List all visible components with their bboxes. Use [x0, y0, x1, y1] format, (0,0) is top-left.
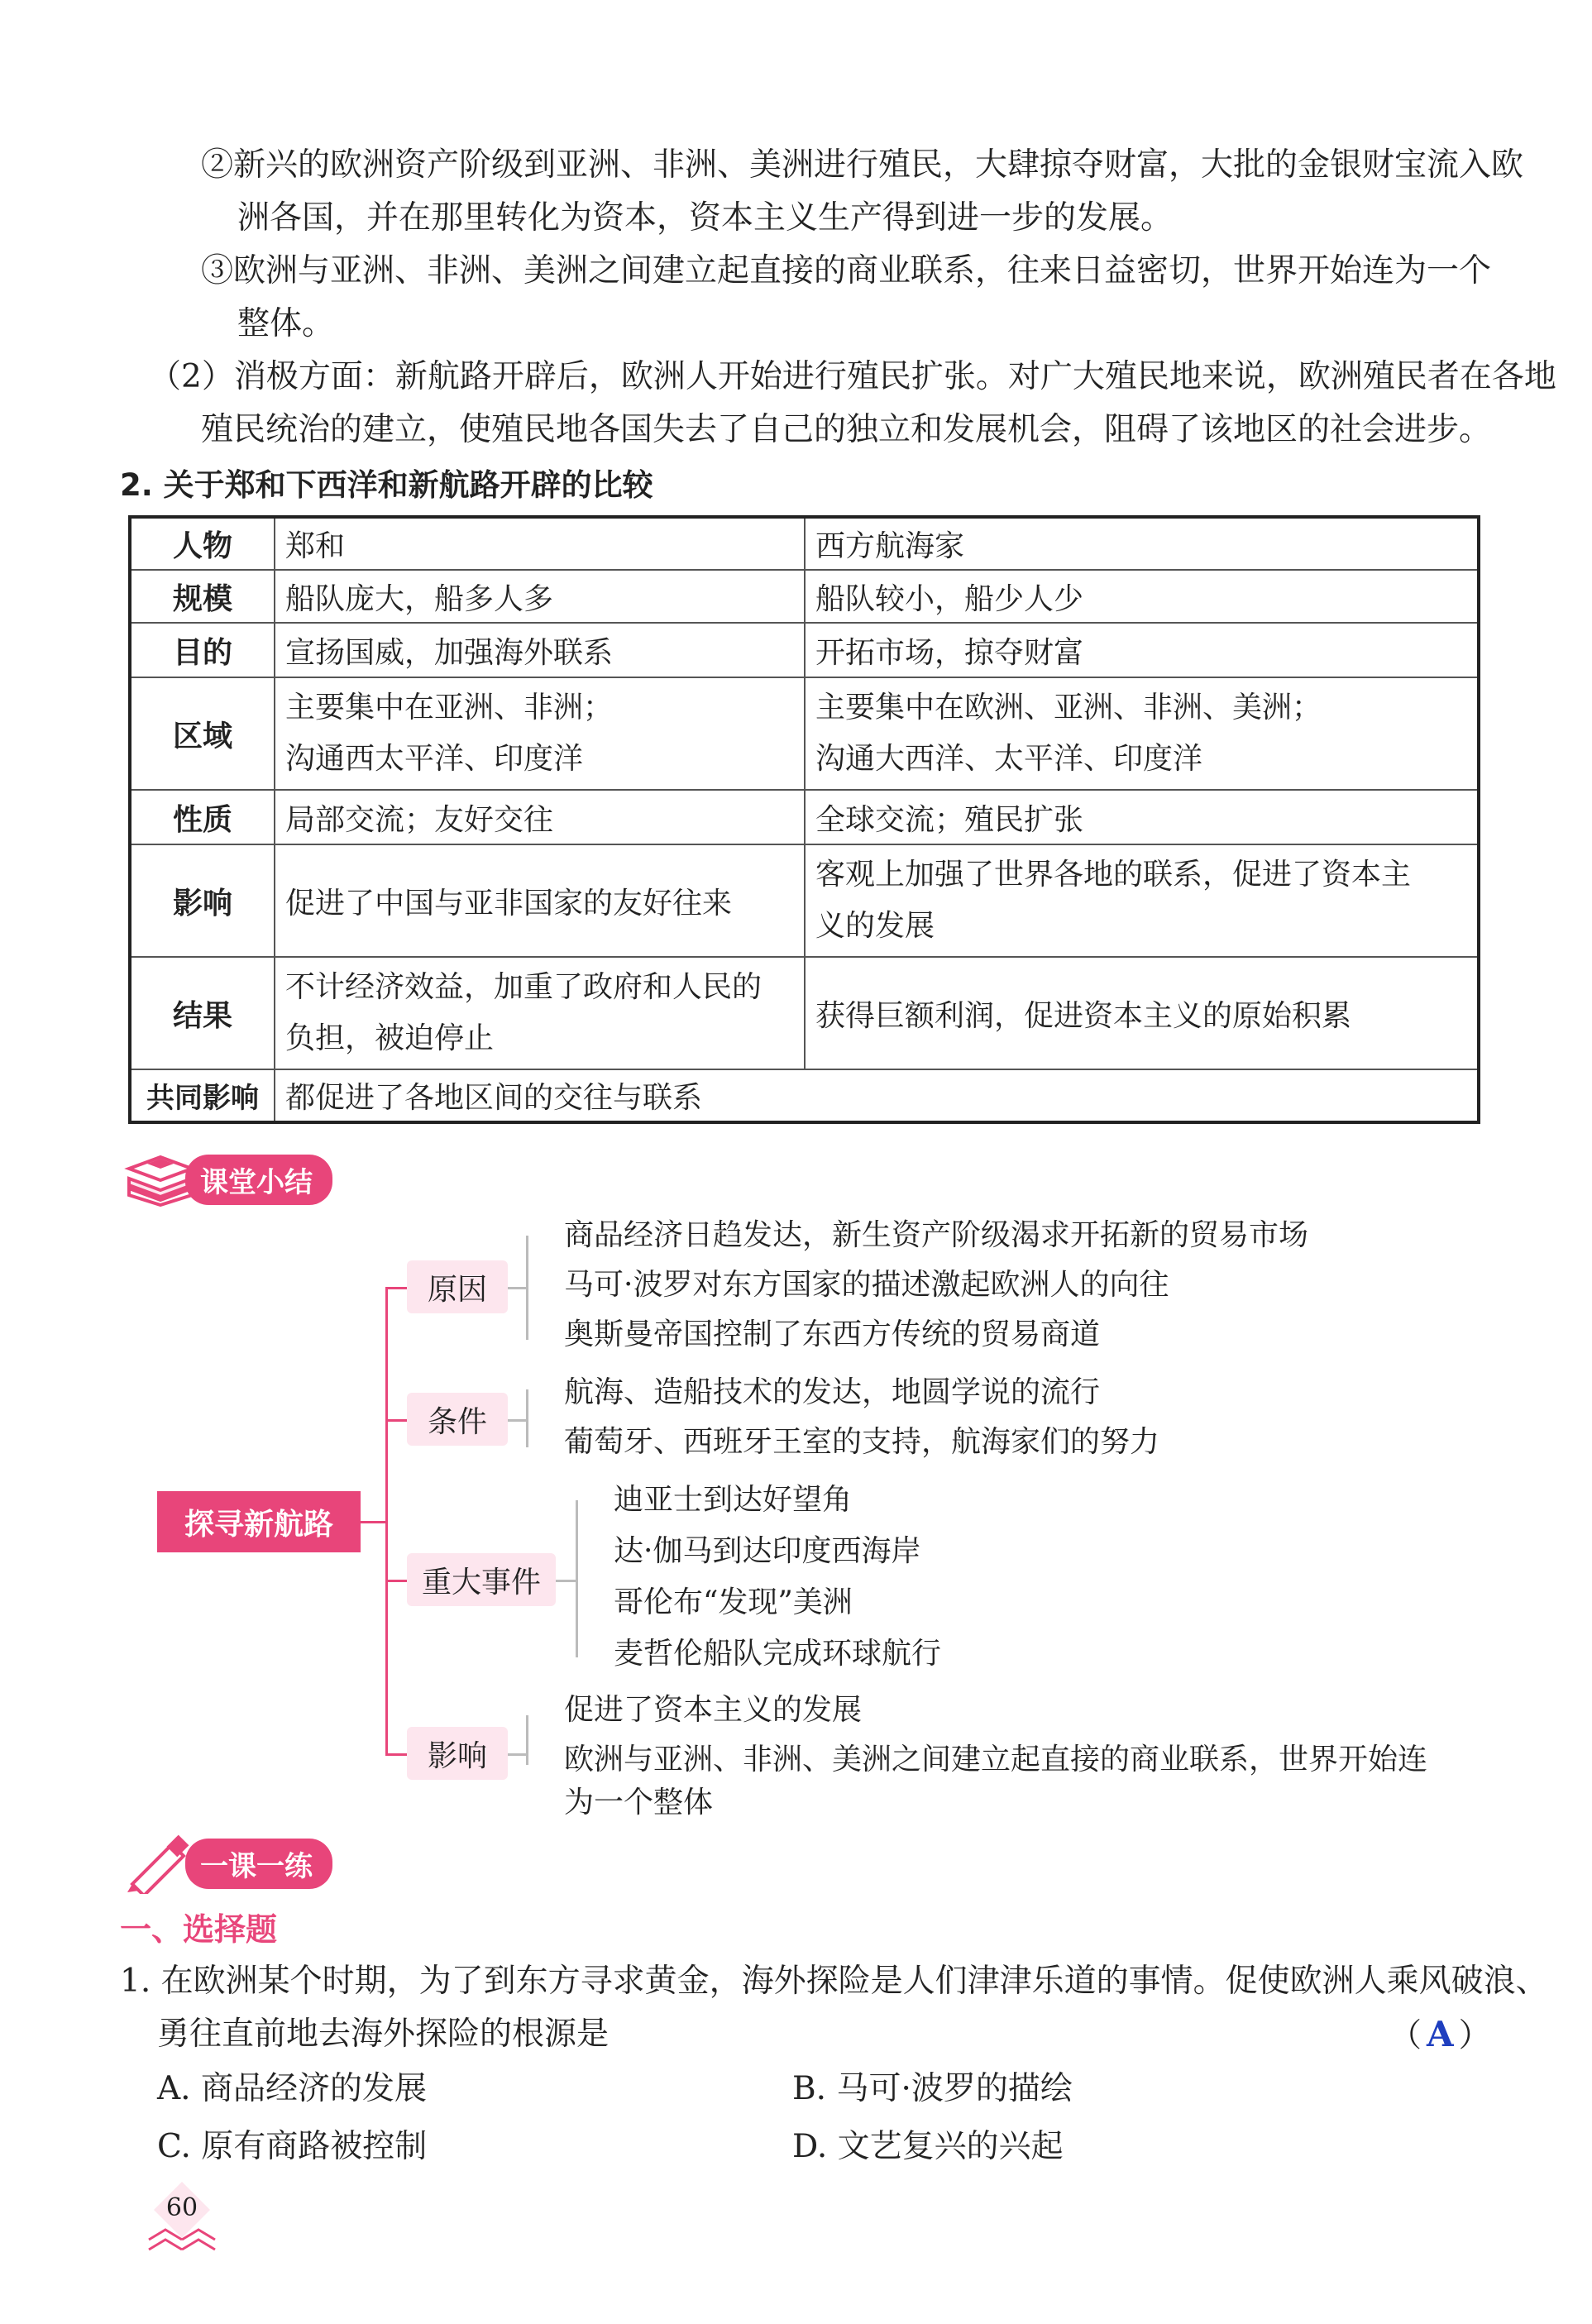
question-1-line-1: 1. 在欧洲某个时期，为了到东方寻求黄金，海外探险是人们津津乐道的事情。促使欧洲人乘风破浪、 [120, 1963, 1548, 2000]
page-number: 60 [165, 2193, 198, 2222]
connector [385, 1419, 407, 1422]
leaf-item: 达·伽马到达印度西海岸 [614, 1534, 921, 1568]
branch-impact: 影响 [407, 1727, 508, 1780]
row-head: 人物 [130, 517, 275, 570]
cell-zhenghe: 不计经济效益，加重了政府和人民的 负担，被迫停止 [275, 957, 805, 1069]
leaf-item: 商品经济日趋发达，新生资产阶级渴求开拓新的贸易市场 [564, 1218, 1309, 1252]
pencil-icon [124, 1833, 194, 1894]
branch-events: 重大事件 [407, 1553, 556, 1606]
connector [361, 1521, 387, 1523]
leaf-item: 航海、造船技术的发达，地圆学说的流行 [564, 1375, 1101, 1409]
question-1-line-2: 勇往直前地去海外探险的根源是 [157, 2016, 610, 2053]
leaf-item: 马可·波罗对东方国家的描述激起欧洲人的向往 [564, 1268, 1169, 1302]
table-row [130, 517, 1479, 570]
option-d: D. 文艺复兴的兴起 [792, 2128, 1064, 2165]
cell-zhenghe: 郑和 [275, 517, 805, 570]
leaf-item: 为一个整体 [564, 1786, 714, 1820]
cell-zhenghe: 局部交流；友好交往 [275, 790, 805, 844]
connector [508, 1753, 526, 1756]
connector [385, 1580, 407, 1582]
connector [526, 1389, 528, 1447]
leaf-item: 欧洲与亚洲、非洲、美洲之间建立起直接的商业联系，世界开始连 [564, 1743, 1428, 1776]
option-c: C. 原有商路被控制 [157, 2128, 428, 2165]
intro-p2a: ②新兴的欧洲资产阶级到亚洲、非洲、美洲进行殖民，大肆掠夺财富，大批的金银财宝流入欧 [201, 146, 1524, 184]
table-row [130, 790, 1479, 844]
cell-common: 都促进了各地区间的交往与联系 [275, 1069, 1479, 1122]
connector [526, 1236, 528, 1340]
cell-west: 船队较小，船少人少 [805, 570, 1479, 623]
leaf-item: 哥伦布“发现”美洲 [614, 1585, 853, 1619]
intro-negative-b: 殖民统治的建立，使殖民地各国失去了自己的独立和发展机会，阻碍了该地区的社会进步。 [201, 411, 1492, 448]
page-number-badge [141, 2175, 223, 2258]
branch-conditions: 条件 [407, 1393, 508, 1446]
compare-table [128, 515, 1480, 1124]
row-head: 影响 [130, 844, 275, 957]
cell-zhenghe: 主要集中在亚洲、非洲； 沟通西太平洋、印度洋 [275, 677, 805, 790]
cell-west: 客观上加强了世界各地的联系，促进了资本主 义的发展 [805, 844, 1479, 957]
section-heading: 一、选择题 [120, 1911, 278, 1948]
row-head: 结果 [130, 957, 275, 1069]
option-a: A. 商品经济的发展 [157, 2070, 427, 2107]
row-head: 目的 [130, 623, 275, 677]
practice-badge-label: 一课一练 [185, 1839, 332, 1889]
connector [385, 1287, 388, 1755]
option-b: B. 马可·波罗的描绘 [792, 2070, 1073, 2107]
connector [576, 1500, 578, 1657]
answer-bracket: （ A ） [1389, 2014, 1491, 2054]
practice-badge [124, 1833, 332, 1894]
cell-west: 全球交流；殖民扩张 [805, 790, 1479, 844]
intro-negative-a: （2）消极方面：新航路开辟后，欧洲人开始进行殖民扩张。对广大殖民地来说，欧洲殖民者在各地 [149, 358, 1556, 395]
connector [385, 1753, 407, 1756]
table-row [130, 844, 1479, 957]
leaf-item: 迪亚士到达好望角 [614, 1483, 853, 1517]
leaf-item: 奥斯曼帝国控制了东西方传统的贸易商道 [564, 1317, 1101, 1351]
summary-badge [122, 1152, 332, 1207]
intro-p2b: 洲各国，并在那里转化为资本，资本主义生产得到进一步的发展。 [237, 199, 1174, 237]
intro-p3b: 整体。 [237, 305, 335, 342]
cell-zhenghe: 船队庞大，船多人多 [275, 570, 805, 623]
cell-west: 主要集中在欧洲、亚洲、非洲、美洲； 沟通大西洋、太平洋、印度洋 [805, 677, 1479, 790]
table-row [130, 623, 1479, 677]
cell-zhenghe: 促进了中国与亚非国家的友好往来 [275, 844, 805, 957]
cell-west: 开拓市场，掠夺财富 [805, 623, 1479, 677]
row-head: 区域 [130, 677, 275, 790]
connector [508, 1419, 526, 1422]
connector [526, 1715, 528, 1765]
cell-zhenghe: 宣扬国威，加强海外联系 [275, 623, 805, 677]
cell-west: 西方航海家 [805, 517, 1479, 570]
row-head: 性质 [130, 790, 275, 844]
leaf-item: 麦哲伦船队完成环球航行 [614, 1637, 942, 1671]
table-row [130, 957, 1479, 1069]
connector [385, 1287, 407, 1289]
summary-badge-label: 课堂小结 [185, 1155, 332, 1205]
leaf-item: 葡萄牙、西班牙王室的支持，航海家们的努力 [564, 1425, 1160, 1459]
leaf-item: 促进了资本主义的发展 [564, 1693, 863, 1727]
table-row [130, 1069, 1479, 1122]
branch-causes: 原因 [407, 1260, 508, 1313]
compare-title: 2. 关于郑和下西洋和新航路开辟的比较 [120, 467, 653, 503]
table-row [130, 677, 1479, 790]
row-head: 共同影响 [130, 1069, 275, 1122]
intro-p3a: ③欧洲与亚洲、非洲、美洲之间建立起直接的商业联系，往来日益密切，世界开始连为一个 [201, 252, 1492, 289]
row-head: 规模 [130, 570, 275, 623]
answer-mark: A [1427, 2014, 1454, 2054]
table-row [130, 570, 1479, 623]
connector [556, 1580, 576, 1582]
connector [508, 1287, 526, 1289]
mindmap-root: 探寻新航路 [157, 1491, 361, 1552]
cell-west: 获得巨额利润，促进资本主义的原始积累 [805, 957, 1479, 1069]
